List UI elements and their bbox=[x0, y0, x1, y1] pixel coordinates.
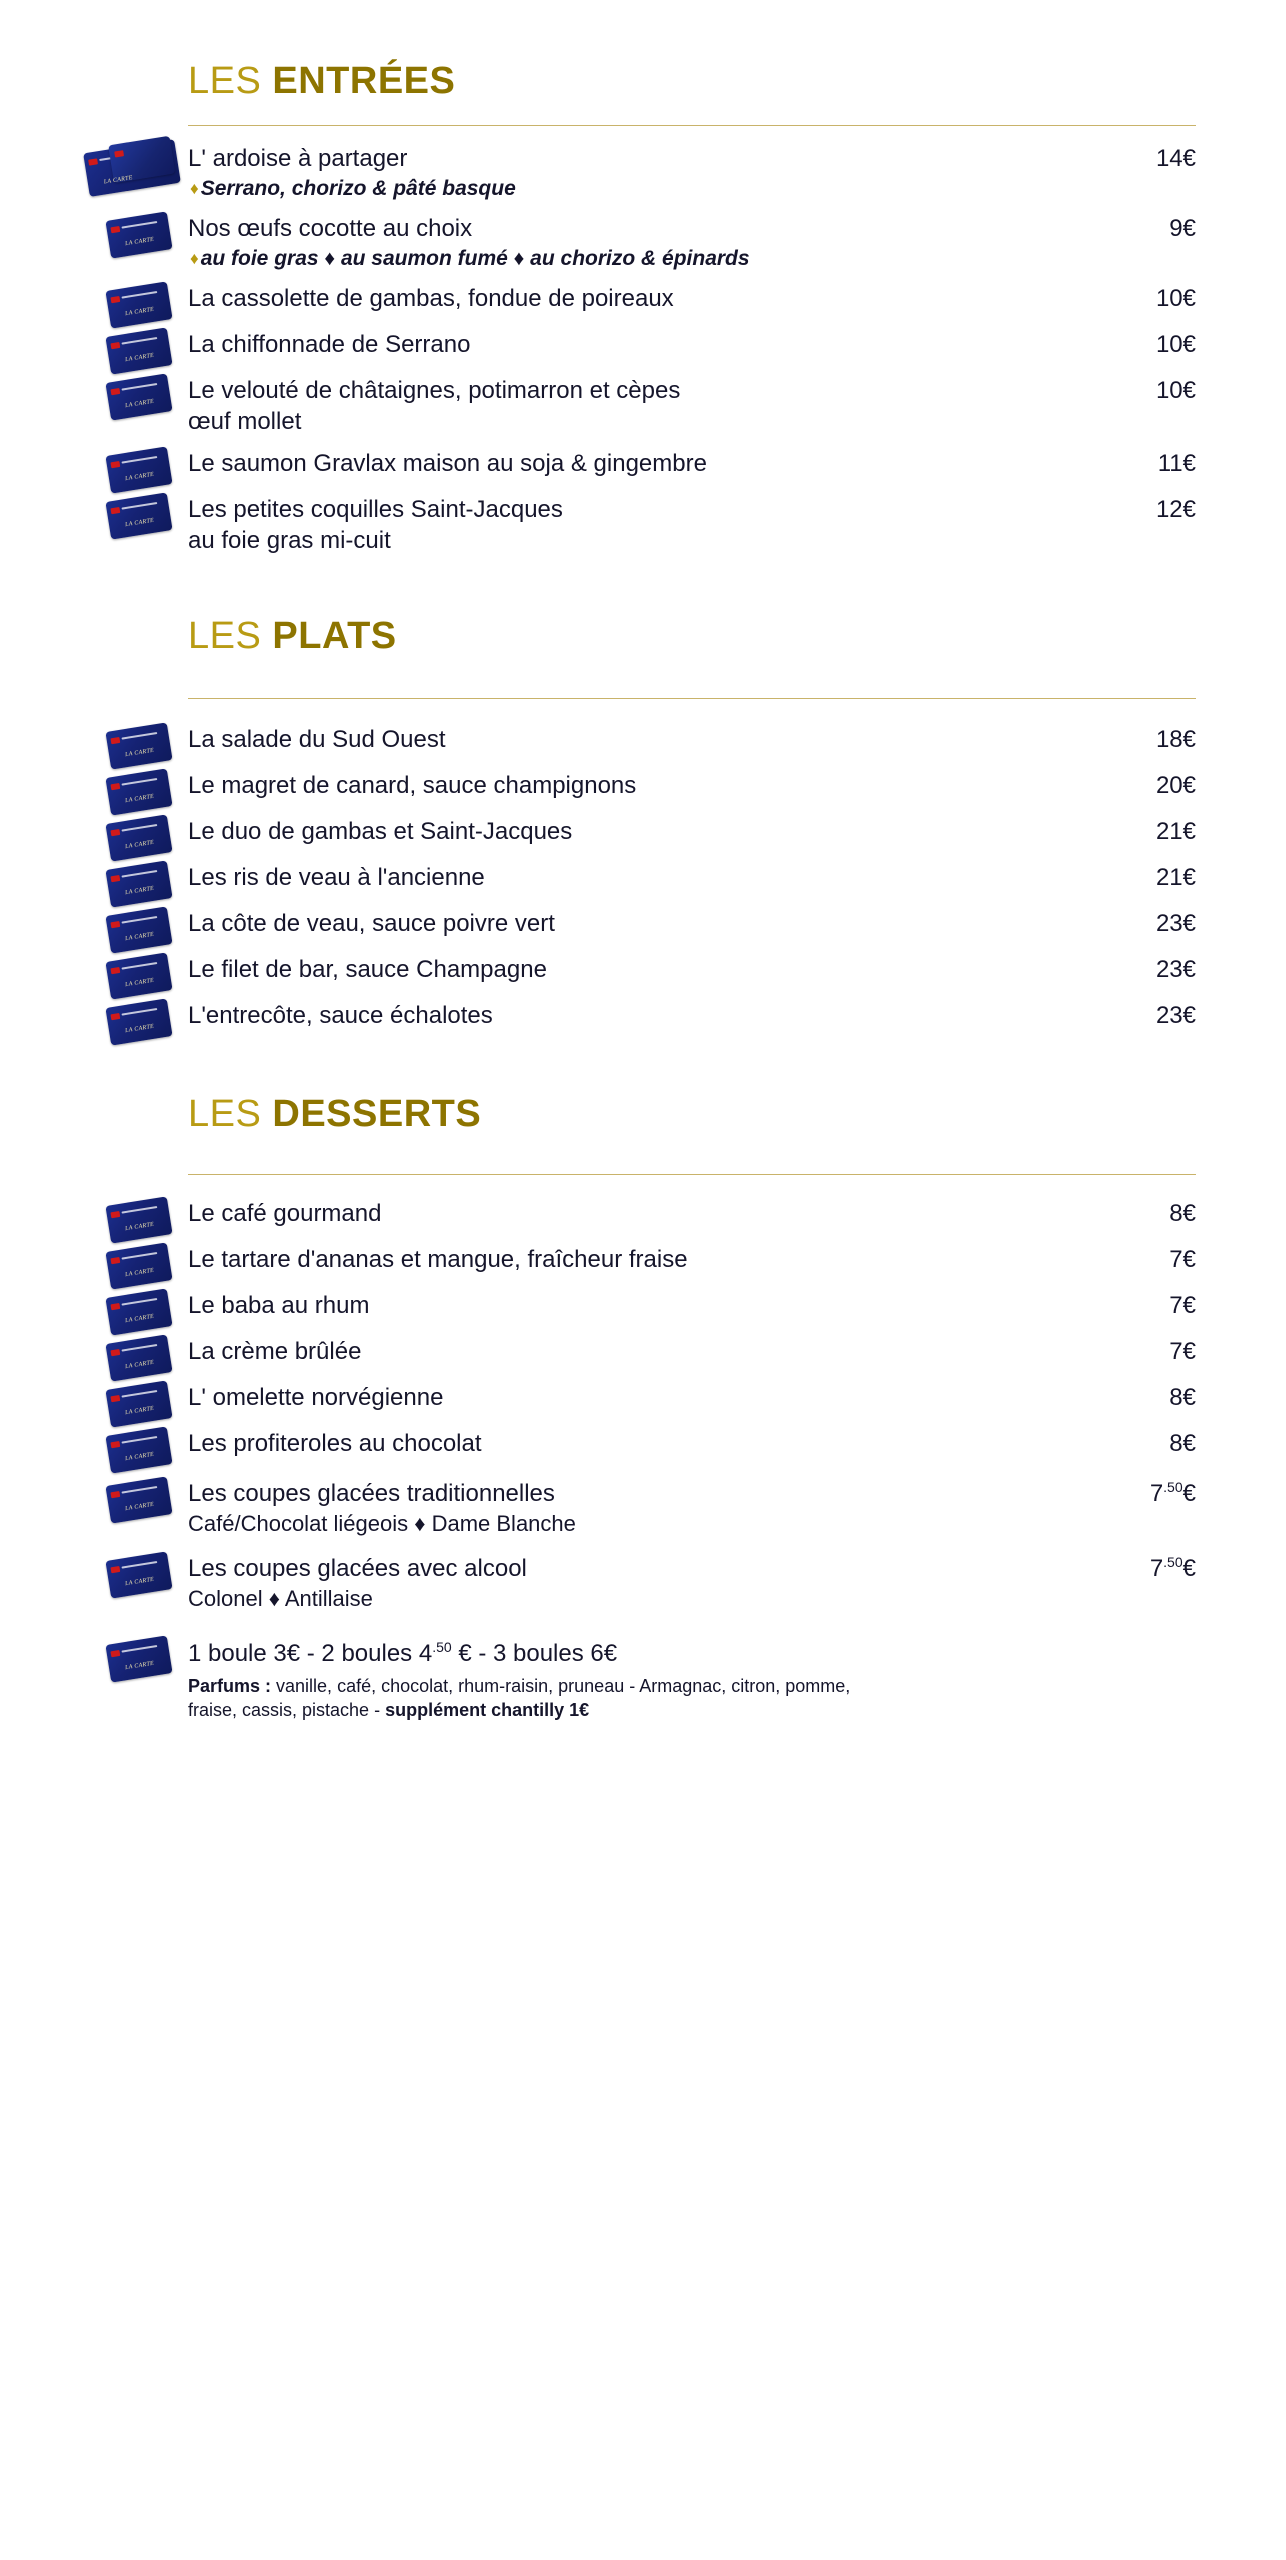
carte-chip-icon: LA CARTE bbox=[105, 768, 172, 815]
menu-item-price: 23€ bbox=[1155, 1001, 1196, 1029]
carte-chip-icon: LA CARTE bbox=[105, 860, 172, 907]
menu-item bbox=[50, 1199, 1236, 1233]
boules-footer bbox=[50, 1640, 1236, 1723]
parfums-line bbox=[188, 1674, 1196, 1723]
menu-item-texts bbox=[188, 1001, 1130, 1032]
menu-item-price: 21€ bbox=[1155, 863, 1196, 891]
menu-item-texts bbox=[188, 1429, 1130, 1460]
carte-chip-icon: LA CARTE bbox=[105, 1380, 172, 1427]
menu-item-price: 9€ bbox=[1169, 215, 1196, 243]
menu-item-texts bbox=[188, 817, 1130, 848]
boules-pricing-line: 1 boule 3€ - 2 boules $4^{.50}$ € - 3 boules 6€ bbox=[188, 1638, 618, 1667]
carte-chip-icon: LA CARTE bbox=[105, 281, 172, 328]
carte-chip-icon: LA CARTE bbox=[105, 1288, 172, 1335]
menu-item bbox=[50, 214, 1236, 272]
menu-item-name: Le filet de bar, sauce Champagne bbox=[188, 955, 547, 983]
menu-item-texts bbox=[188, 284, 1130, 315]
carte-chip-icon: LA CARTE bbox=[105, 722, 172, 769]
menu-item bbox=[50, 817, 1236, 851]
menu-item-price: 20€ bbox=[1155, 771, 1196, 799]
section-title-entrees bbox=[50, 60, 1236, 103]
parfums-supplement: supplément chantilly 1€ bbox=[385, 1699, 590, 1720]
menu-item-texts bbox=[188, 495, 1130, 556]
menu-item-price: 10€ bbox=[1155, 285, 1196, 313]
menu-item-price: 18€ bbox=[1155, 725, 1196, 753]
menu-item-texts bbox=[188, 376, 1130, 437]
menu-item-name: La salade du Sud Ouest bbox=[188, 725, 446, 753]
menu-item-texts bbox=[188, 449, 1130, 480]
parfums-text-2: fraise, cassis, pistache - bbox=[188, 1699, 386, 1720]
menu-item-texts bbox=[188, 214, 1130, 272]
carte-chip-icon: LA CARTE bbox=[105, 1635, 172, 1682]
menu-item-description: ♦Serrano, chorizo & pâté basque bbox=[190, 176, 516, 200]
menu-item-texts bbox=[188, 1337, 1130, 1368]
menu-item-price: 23€ bbox=[1155, 955, 1196, 983]
menu-item-description: Colonel ♦ Antillaise bbox=[188, 1585, 373, 1611]
carte-chip-icon: LA CARTE bbox=[105, 1476, 172, 1523]
menu-item bbox=[50, 330, 1236, 364]
section-title-light: LES bbox=[188, 60, 262, 102]
menu-item-name: Le saumon Gravlax maison au soja & gingembre bbox=[188, 450, 707, 478]
menu-item-texts bbox=[188, 725, 1130, 756]
menu-item bbox=[50, 1479, 1236, 1538]
menu-item-description: ♦au foie gras ♦ au saumon fumé ♦ au chorizo & épinards bbox=[190, 246, 750, 270]
parfums-label: Parfums : bbox=[188, 1675, 272, 1696]
menu-item-price: 7€ bbox=[1169, 1245, 1196, 1273]
menu-item bbox=[50, 1291, 1236, 1325]
menu-item-name-continued: au foie gras mi-cuit bbox=[188, 527, 391, 555]
carte-chip-icon: LA CARTE bbox=[105, 327, 172, 374]
carte-chip-icon: LA CARTE bbox=[105, 1334, 172, 1381]
menu-item-price: 7€ bbox=[1169, 1291, 1196, 1319]
diamond-icon: ♦ bbox=[190, 248, 199, 268]
menu-item-name: La chiffonnade de Serrano bbox=[188, 331, 471, 359]
menu-item-name: Les coupes glacées avec alcool bbox=[188, 1555, 527, 1583]
menu-item bbox=[50, 284, 1236, 318]
carte-chip-icon: LA CARTE bbox=[105, 1552, 172, 1599]
menu-item-name: Le magret de canard, sauce champignons bbox=[188, 771, 637, 799]
section-divider bbox=[188, 1174, 1196, 1175]
menu-item-name: Le velouté de châtaignes, potimarron et cèpes bbox=[188, 377, 681, 405]
parfums-text: vanille, café, chocolat, rhum-raisin, pruneau - Armagnac, citron, pomme, bbox=[271, 1675, 851, 1696]
section-divider bbox=[188, 125, 1196, 126]
section-title-bold: PLATS bbox=[272, 614, 397, 657]
menu-item-texts bbox=[188, 909, 1130, 940]
menu-item bbox=[50, 144, 1236, 202]
section-entrees bbox=[50, 60, 1236, 126]
carte-chip-icon: LA CARTE bbox=[105, 1196, 172, 1243]
menu-item bbox=[50, 1383, 1236, 1417]
menu-item bbox=[50, 909, 1236, 943]
menu-item bbox=[50, 449, 1236, 483]
section-title-bold: ENTRÉES bbox=[272, 60, 456, 102]
menu-item-texts bbox=[188, 955, 1130, 986]
menu-item bbox=[50, 955, 1236, 989]
carte-chip-icon: LA CARTE bbox=[105, 1242, 172, 1289]
menu-item-price: 8€ bbox=[1169, 1199, 1196, 1227]
menu-item bbox=[50, 863, 1236, 897]
section-desserts bbox=[50, 1093, 1236, 1175]
section-title-plats bbox=[50, 615, 1236, 658]
menu-item-description: Café/Chocolat liégeois ♦ Dame Blanche bbox=[188, 1510, 576, 1536]
menu-item-texts bbox=[188, 144, 1130, 202]
menu-item-name: La crème brûlée bbox=[188, 1337, 362, 1365]
menu-item-name: L'entrecôte, sauce échalotes bbox=[188, 1001, 493, 1029]
section-title-light: LES bbox=[188, 1092, 262, 1135]
menu-item bbox=[50, 1001, 1236, 1035]
carte-chip-icon: LA CARTE bbox=[105, 373, 172, 420]
section-title-bold: DESSERTS bbox=[272, 1092, 482, 1135]
carte-chip-icon: LA CARTE bbox=[105, 211, 172, 258]
menu-item-texts bbox=[188, 1383, 1130, 1414]
diamond-icon: ♦ bbox=[190, 178, 199, 198]
menu-item-texts bbox=[188, 1554, 1130, 1613]
menu-item-texts bbox=[188, 771, 1130, 802]
plats-item-list bbox=[50, 725, 1236, 1035]
menu-item-price: 11€ bbox=[1157, 450, 1196, 478]
menu-item-price: 21€ bbox=[1155, 817, 1196, 845]
menu-item-name: Les petites coquilles Saint-Jacques bbox=[188, 496, 563, 524]
menu-item-name: Les coupes glacées traditionnelles bbox=[188, 1479, 555, 1507]
menu-item-price: 23€ bbox=[1155, 909, 1196, 937]
menu-item-price: 8€ bbox=[1169, 1383, 1196, 1411]
menu-item bbox=[50, 725, 1236, 759]
menu-item-price: 12€ bbox=[1155, 496, 1196, 524]
menu-item-name-continued: œuf mollet bbox=[188, 407, 302, 435]
carte-chip-icon: LA CARTE bbox=[105, 906, 172, 953]
menu-item-name: Les ris de veau à l'ancienne bbox=[188, 863, 485, 891]
menu-item bbox=[50, 376, 1236, 437]
menu-item-price: 14€ bbox=[1155, 145, 1196, 172]
entrees-item-list bbox=[50, 144, 1236, 557]
menu-item-name: L' ardoise à partager bbox=[188, 145, 408, 172]
menu-item-texts bbox=[188, 1291, 1130, 1322]
carte-chip-icon: LA CARTE bbox=[105, 493, 172, 540]
section-plats bbox=[50, 615, 1236, 699]
menu-item-texts bbox=[188, 330, 1130, 361]
menu-item-price: 7€ bbox=[1169, 1337, 1196, 1365]
menu-item-texts bbox=[188, 1479, 1130, 1538]
section-divider bbox=[188, 698, 1196, 699]
menu-item-price: 8€ bbox=[1169, 1429, 1196, 1457]
menu-item-name: La cassolette de gambas, fondue de poireaux bbox=[188, 285, 674, 313]
menu-item bbox=[50, 1245, 1236, 1279]
section-title-desserts bbox=[50, 1093, 1236, 1136]
menu-item-name: Le café gourmand bbox=[188, 1199, 382, 1227]
menu-item-name: L' omelette norvégienne bbox=[188, 1383, 444, 1411]
menu-item-name: Le baba au rhum bbox=[188, 1291, 370, 1319]
menu-item bbox=[50, 1429, 1236, 1463]
carte-chip-icon: LA CARTE bbox=[105, 814, 172, 861]
menu-item bbox=[50, 495, 1236, 556]
menu-item-name: La côte de veau, sauce poivre vert bbox=[188, 909, 555, 937]
menu-item bbox=[50, 771, 1236, 805]
carte-chip-icon: LA CARTE bbox=[105, 1426, 172, 1473]
menu-item-price: 10€ bbox=[1155, 331, 1196, 359]
menu-item-name: Le tartare d'ananas et mangue, fraîcheur fraise bbox=[188, 1245, 688, 1273]
menu-item-texts bbox=[188, 1245, 1130, 1276]
menu-item-name: Nos œufs cocotte au choix bbox=[188, 215, 473, 243]
desserts-item-list bbox=[50, 1199, 1236, 1614]
menu-item-price: $7^{.50}€$ bbox=[1149, 1554, 1196, 1583]
carte-chip-icon: LA CARTE bbox=[105, 998, 172, 1045]
menu-item-texts bbox=[188, 1199, 1130, 1230]
menu-item bbox=[50, 1554, 1236, 1613]
carte-chip-icon: LA CARTE bbox=[105, 447, 172, 494]
carte-chip-double-icon: LA CARTE bbox=[83, 139, 181, 197]
menu-item-name: Les profiteroles au chocolat bbox=[188, 1429, 482, 1457]
section-title-light: LES bbox=[188, 614, 262, 657]
menu-item-texts bbox=[188, 863, 1130, 894]
carte-chip-icon: LA CARTE bbox=[105, 952, 172, 999]
menu-item-name: Le duo de gambas et Saint-Jacques bbox=[188, 817, 573, 845]
menu-item-price: $7^{.50}€$ bbox=[1149, 1478, 1196, 1507]
menu-item bbox=[50, 1337, 1236, 1371]
menu-item-price: 10€ bbox=[1155, 377, 1196, 405]
